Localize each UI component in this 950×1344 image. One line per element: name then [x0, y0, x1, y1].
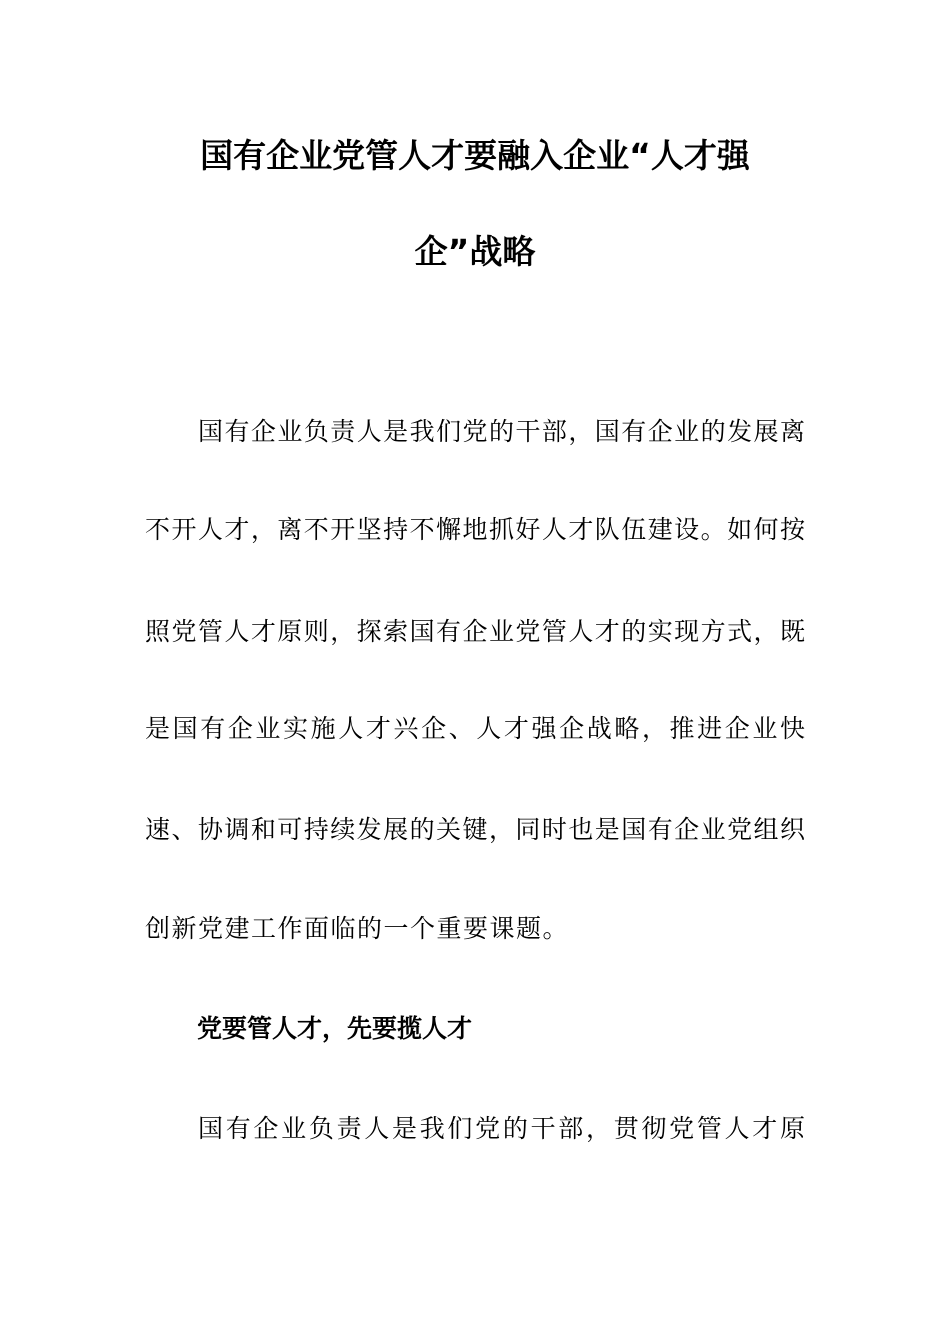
section-subheading: 党要管人才，先要揽人才 [197, 1014, 473, 1043]
paragraph-1-line-4: 是国有企业实施人才兴企、人才强企战略，推进企业快 [145, 714, 805, 743]
paragraph-1-line-1: 国有企业负责人是我们党的干部，国有企业的发展离 [198, 417, 805, 446]
paragraph-2-line-1: 国有企业负责人是我们党的干部，贯彻党管人才原 [198, 1114, 805, 1143]
paragraph-1-line-3: 照党管人才原则，探索国有企业党管人才的实现方式，既 [145, 617, 805, 646]
paragraph-1-line-2: 不开人才，离不开坚持不懈地抓好人才队伍建设。如何按 [145, 515, 805, 544]
paragraph-1-line-5: 速、协调和可持续发展的关键，同时也是国有企业党组织 [145, 815, 805, 844]
document-title-line-2: 企”战略 [414, 232, 536, 271]
paragraph-1-line-6: 创新党建工作面临的一个重要课题。 [145, 914, 570, 943]
document-title-line-1: 国有企业党管人才要融入企业“人才强 [200, 136, 750, 175]
